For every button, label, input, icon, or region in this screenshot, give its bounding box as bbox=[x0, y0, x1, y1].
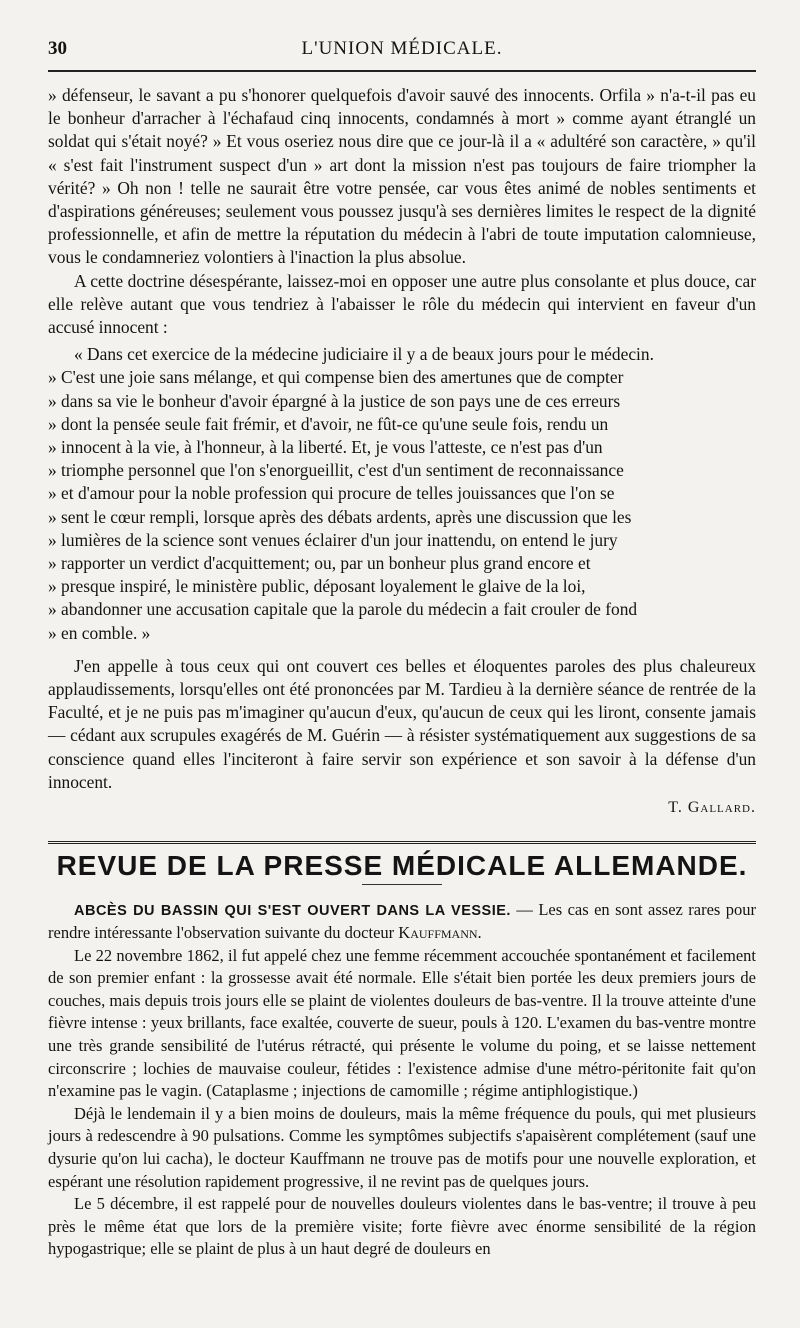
article-paragraph: A cette doctrine désespérante, laissez-moi en opposer une autre plus consolante et plus douce, car elle relève autant que vous tendriez à l'abaisser le rôle du médecin qui intervient en faveur d'un accusé innocent : bbox=[48, 270, 756, 338]
quote-line: » rapporter un verdict d'acquittement; ou, par un bonheur plus grand encore et bbox=[48, 553, 591, 574]
page-number: 30 bbox=[48, 38, 67, 59]
section-divider bbox=[48, 841, 756, 844]
quote-line: » dans sa vie le bonheur d'avoir épargné à la justice de son pays une de ces erreurs bbox=[48, 390, 621, 411]
section-title: REVUE DE LA PRESSE MÉDICALE ALLEMANDE. bbox=[56, 850, 748, 882]
quote-line: » innocent à la vie, à l'honneur, à la liberté. Et, je vous l'atteste, ce n'est pas d'un bbox=[48, 437, 603, 458]
quote-line: » en comble. » bbox=[48, 622, 151, 643]
quote-line: » et d'amour pour la noble profession qui procure de telles jouissances que l'on se bbox=[48, 483, 615, 504]
quote-line: » dont la pensée seule fait frémir, et d'avoir, ne fût-ce qu'une seule fois, rendu un bbox=[48, 413, 609, 434]
quotation-block bbox=[48, 343, 756, 645]
author-signature bbox=[48, 796, 756, 819]
header-rule bbox=[48, 70, 756, 72]
case-paragraph: Le 5 décembre, il est rappelé pour de nouvelles douleurs violentes dans le bas-ventre; il trouve à peu près le même état que lors de la première visite; forte fièvre avec énorme sensibilité de la région hypogastrique; elle se plaint de plus à un haut degré de douleurs en bbox=[48, 1194, 756, 1259]
quote-line: » abandonner une accusation capitale que la parole du médecin a fait crouler de fond bbox=[48, 599, 638, 620]
quote-line: » triomphe personnel que l'on s'enorgueillit, c'est d'un sentiment de reconnaissance bbox=[48, 460, 624, 481]
quote-line: « Dans cet exercice de la médecine judiciaire il y a de beaux jours pour le médecin. bbox=[74, 344, 654, 365]
lead-paragraph bbox=[48, 899, 756, 945]
title-underline bbox=[362, 884, 442, 885]
lead-heading: ABCÈS DU BASSIN QUI S'EST OUVERT DANS LA VESSIE. bbox=[74, 902, 511, 919]
quote-line: » C'est une joie sans mélange, et qui compense bien des amertunes que de compter bbox=[48, 367, 624, 388]
article-paragraph: » défenseur, le savant a pu s'honorer quelquefois d'avoir sauvé des innocents. Orfila » n'a-t-il pas eu le bonheur d'arracher à l'échafaud cinq innocents, condamnés à mort » comme ayant étranglé un soldat qui s'était noyé? » Et vous oseriez nous dire que ce jour-là il a « adultéré son caractère, » qu'il « s'est fait l'instrument suspect d'un » art dont la mission n'est pas toujours de faire triompher la vérité? » Oh non ! telle ne saurait être votre pensée, car vous êtes animé de nobles sentiments et d'aspirations généreuses; seulement vous poussez jusqu'à ses dernières limites le respect de la dignité professionnelle, et afin de mettre la réputation du médecin à l'abri de toute imputation calomnieuse, vous le condamneriez volontiers à l'inaction la plus absolue. bbox=[48, 85, 756, 268]
running-head bbox=[48, 0, 756, 64]
lead-text: — Les cas en sont assez rares pour rendre intéressante l'observation suivante du docteur bbox=[48, 899, 756, 943]
case-paragraph: Déjà le lendemain il y a bien moins de douleurs, mais la même fréquence du pouls, qui met plusieurs jours à redescendre à 90 pulsations. Comme les symptômes subjectifs s'apaisèrent complétement (sauf une dysurie qu'on lui cacha), le docteur Kauffmann ne trouve pas de motifs pour une nouvelle exploration, et espérant une résolution rapidement progressive, il ne revint pas de quelques jours. bbox=[48, 1103, 756, 1191]
signature-text: T. Gallard. bbox=[668, 799, 756, 817]
press-review bbox=[48, 899, 756, 1262]
lead-author: Kauffmann. bbox=[398, 923, 482, 943]
page-body bbox=[48, 84, 756, 1261]
quote-line: » sent le cœur rempli, lorsque après des débats ardents, après une discussion que les bbox=[48, 506, 632, 527]
quote-line: » presque inspiré, le ministère public, déposant loyalement le glaive de la loi, bbox=[48, 576, 586, 597]
quote-line: » lumières de la science sont venues éclairer d'un jour inattendu, on entend le jury bbox=[48, 529, 618, 550]
case-paragraph: Le 22 novembre 1862, il fut appelé chez une femme récemment accouchée spontanément et facilement de son premier enfant : la grossesse avait été normale. Elle s'était bien portée les deux premiers jours de couches, mais depuis trois jours elle se plaint de violentes douleurs de bas-ventre. Il la trouve atteinte d'une fièvre intense : yeux brillants, face exaltée, couverte de sueur, pouls à 120. L'examen du bas-ventre montre une très grande sensibilité de l'utérus rétracté, qui présente le volume du poing, et se laisse nettement circonscrire ; lochies de mauvaise couleur, fétides : l'existence admise d'une métro-péritonite fait qu'on n'examine pas le vagin. (Cataplasme ; injections de camomille ; régime antiphlogistique.) bbox=[48, 945, 756, 1101]
journal-title: L'UNION MÉDICALE. bbox=[301, 38, 503, 59]
closing-paragraph: J'en appelle à tous ceux qui ont couvert ces belles et éloquentes paroles des plus chaleureux applaudissements, lorsqu'elles ont été prononcées par M. Tardieu à la dernière séance de rentrée de la Faculté, et je ne puis pas m'imaginer qu'aucun d'eux, qu'aucun de ceux qui les liront, consente jamais — cédant aux scrupules exagérés de M. Guérin — à résister systématiquement aux suggestions de sa conscience quand elles l'inciteront à faire servir son expérience et son savoir à la défense d'un innocent. bbox=[48, 655, 756, 792]
